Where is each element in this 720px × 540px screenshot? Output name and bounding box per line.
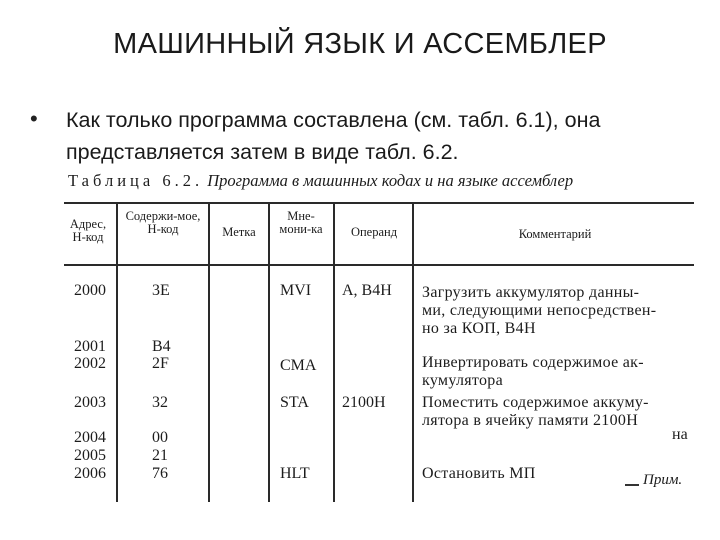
comment-line: Поместить содержимое аккуму- [422,394,649,411]
cell-address: 2000 [74,282,106,299]
cell-content: B4 [152,338,171,355]
header-operand: Операнд [350,225,398,239]
cell-content: 2F [152,355,169,372]
caption-label: Таблица 6.2. [68,171,204,190]
cell-comment [422,284,656,338]
cell-comment [422,394,649,430]
column-divider [412,202,414,502]
footnote-label: Прим. [643,472,683,488]
cell-address: 2005 [74,447,106,464]
table-caption [68,171,573,191]
cell-content: 76 [152,465,168,482]
header-mnemonic: Мне-мони-ка [279,209,323,236]
edge-text: на [672,426,688,443]
bullet-text: Как только программа составлена (см. табл. 6.1), она представляется затем в виде табл. 6.2. [66,108,601,164]
cell-address: 2004 [74,429,106,446]
slide-title: МАШИННЫЙ ЯЗЫК И АССЕМБЛЕР [113,28,607,60]
cell-operand: 2100H [342,394,386,411]
cell-address: 2002 [74,355,106,372]
header-comment: Комментарий [518,227,592,241]
header-label: Метка [222,225,256,239]
scanned-table [60,166,700,506]
comment-line: кумулятора [422,372,503,389]
cell-operand: A, B4H [342,282,392,299]
comment-line: лятора в ячейку памяти 2100Н [422,412,639,429]
footnote-dash [625,484,639,486]
column-divider [333,202,335,502]
header-address: Адрес, Н-код [69,217,107,244]
column-divider [268,202,270,502]
comment-line: Загрузить аккумулятор данны- [422,284,640,301]
cell-content: 21 [152,447,168,464]
cell-address: 2003 [74,394,106,411]
header-content: Содержи-мое, Н-код [125,209,201,236]
cell-comment [422,465,536,483]
cell-mnemonic: CMA [280,357,317,374]
header-bottom-rule [64,264,694,266]
comment-line: но за КОП, В4Н [422,320,536,337]
bullet-dot: • [30,106,38,131]
cell-content: 32 [152,394,168,411]
comment-line: ми, следующими непосредствен- [422,302,657,319]
cell-content: 3E [152,282,170,299]
cell-content: 00 [152,429,168,446]
cell-mnemonic: MVI [280,282,312,299]
caption-title: Программа в машинных кодах и на языке ассемблер [207,171,574,190]
comment-line: Остановить МП [422,465,536,482]
cell-mnemonic: STA [280,394,309,411]
cell-comment [422,354,644,390]
table-top-rule [64,202,694,204]
column-divider [116,202,118,502]
cell-address: 2006 [74,465,106,482]
column-divider [208,202,210,502]
cell-address: 2001 [74,338,106,355]
cell-mnemonic: HLT [280,465,310,482]
comment-line: Инвертировать содержимое ак- [422,354,644,371]
